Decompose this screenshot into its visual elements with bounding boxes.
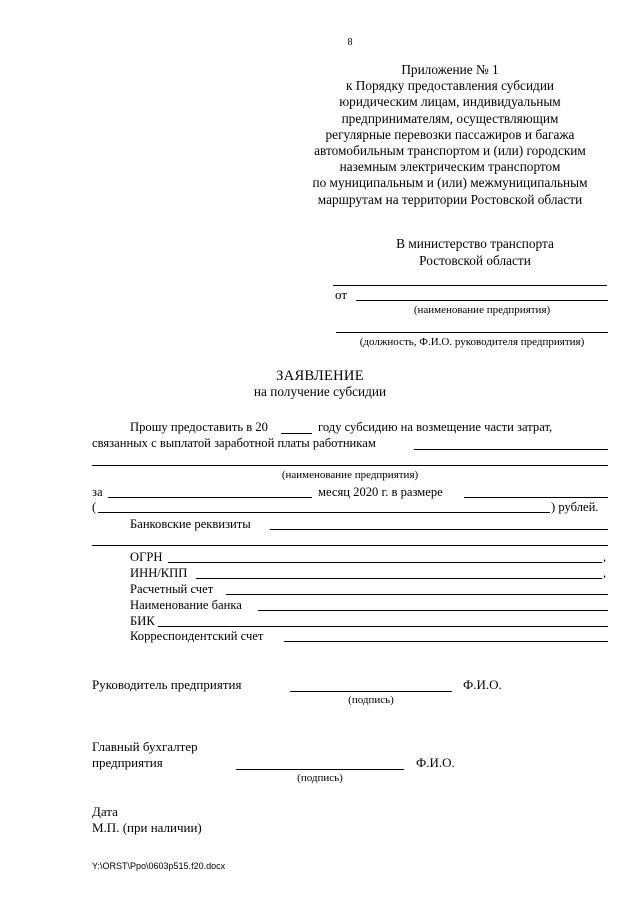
appendix-line: маршрутам на территории Ростовской области	[317, 191, 583, 207]
bik-label: БИК	[130, 614, 155, 628]
inn-kpp-comma: ,	[603, 566, 607, 580]
appendix-line: к Порядку предоставления субсидии	[345, 78, 555, 94]
enterprise-name-line[interactable]	[92, 465, 608, 466]
for-label: за	[92, 485, 103, 499]
addressee	[330, 235, 620, 269]
request-text-part1: Прошу предоставить в 20	[130, 420, 268, 434]
appendix-line: автомобильным транспортом и (или) городским	[314, 143, 586, 159]
accountant-signature-hint: (подпись)	[297, 772, 343, 784]
page-number: 8	[347, 37, 353, 48]
head-signature-hint: (подпись)	[348, 694, 394, 706]
appendix-line: регулярные перевозки пассажиров и багажа	[325, 126, 575, 142]
accountant-label-line2: предприятия	[92, 755, 163, 770]
appendix-header	[280, 62, 620, 208]
addressee-line: В министерство транспорта	[396, 236, 554, 251]
bank-name-field-line[interactable]	[258, 610, 608, 611]
inn-kpp-field-line[interactable]	[196, 578, 602, 579]
month-text: месяц 2020 г. в размере	[318, 485, 443, 499]
head-fio: Ф.И.О.	[463, 677, 502, 692]
accountant-signature-line[interactable]	[236, 769, 404, 770]
head-field-line[interactable]	[336, 332, 608, 333]
bank-requisites-label: Банковские реквизиты	[130, 517, 251, 531]
ogrn-field-line[interactable]	[168, 562, 602, 563]
bik-field-line[interactable]	[158, 626, 608, 627]
corr-account-label: Корреспондентский счет	[130, 629, 264, 643]
request-text-part2: году субсидию на возмещение части затрат,	[318, 420, 553, 434]
request-text-line2: связанных с выплатой заработной платы работникам	[92, 436, 376, 450]
bank-requisites-line-2[interactable]	[92, 545, 608, 546]
year-field-line[interactable]	[281, 433, 312, 434]
amount-words-line[interactable]	[98, 512, 550, 513]
accountant-fio: Ф.И.О.	[416, 755, 455, 770]
corr-account-field-line[interactable]	[284, 641, 608, 642]
addressee-line: Ростовской области	[419, 253, 531, 268]
addressee-blank-line[interactable]	[333, 285, 607, 286]
appendix-line: юридическим лицам, индивидуальным	[339, 94, 561, 110]
bank-name-label: Наименование банка	[130, 598, 242, 612]
inn-kpp-label: ИНН/КПП	[130, 566, 188, 580]
bank-requisites-line[interactable]	[270, 529, 608, 530]
document-subtitle: на получение субсидии	[253, 384, 387, 399]
enterprise-hint: (наименование предприятия)	[413, 304, 551, 316]
date-label: Дата	[92, 804, 118, 819]
employees-field-line[interactable]	[414, 449, 608, 450]
head-signature-line[interactable]	[290, 691, 452, 692]
rubles-label: ) рублей.	[551, 500, 599, 514]
stamp-label: М.П. (при наличии)	[92, 820, 202, 835]
document-title: ЗАЯВЛЕНИЕ	[276, 368, 364, 384]
appendix-line: Приложение № 1	[401, 62, 499, 77]
from-label: от	[335, 287, 348, 302]
appendix-line: по муниципальным и (или) межмуниципальным	[312, 175, 588, 191]
paren-open: (	[92, 500, 97, 514]
head-hint: (должность, Ф.И.О. руководителя предприятия)	[359, 336, 585, 348]
month-field-line[interactable]	[108, 497, 312, 498]
appendix-line: предпринимателям, осуществляющим	[341, 110, 559, 126]
amount-field-line[interactable]	[464, 497, 608, 498]
enterprise-name-hint: (наименование предприятия)	[281, 469, 419, 481]
ogrn-label: ОГРН	[130, 550, 163, 564]
file-path-footer: Y:\ORST\Ppo\0603p515.f20.docx	[92, 861, 226, 871]
account-label: Расчетный счет	[130, 582, 214, 596]
appendix-line: наземным электрическим транспортом	[339, 159, 561, 175]
enterprise-field-line[interactable]	[356, 300, 608, 301]
account-field-line[interactable]	[226, 594, 608, 595]
accountant-label-line1: Главный бухгалтер	[92, 739, 198, 754]
head-signature-label: Руководитель предприятия	[92, 677, 242, 692]
ogrn-comma: ,	[603, 550, 607, 564]
